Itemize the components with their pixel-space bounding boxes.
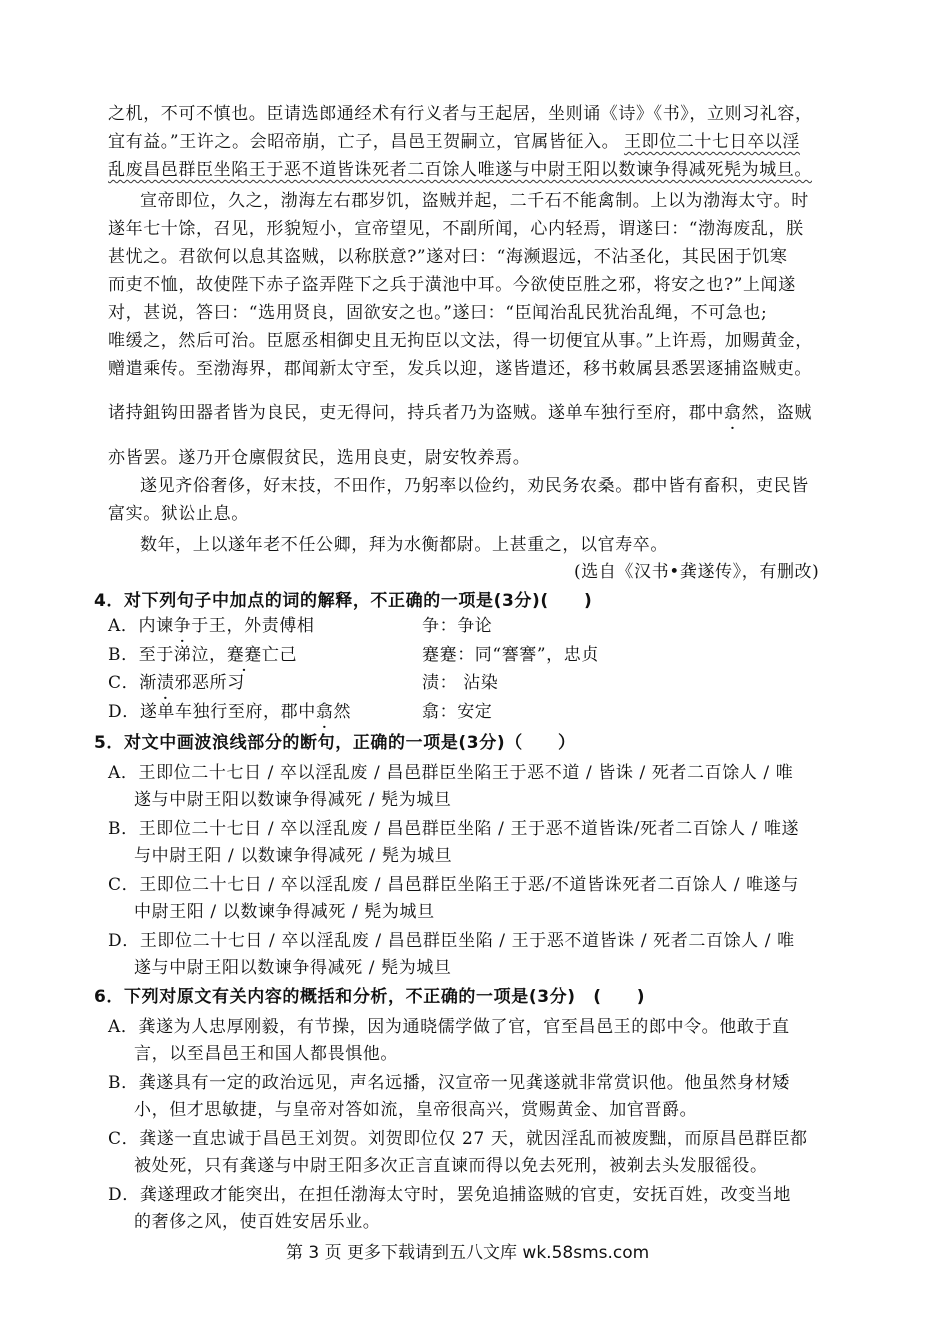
q5-option-a-cont: 遂与中尉王阳以数谏争得减死 / 髡为城旦 <box>134 790 452 810</box>
q5-option-a: A．王即位二十七日 / 卒以淫乱废 / 昌邑群臣坐陷王于恶不道 / 皆诛 / 死者二百馀人 / 唯 <box>108 763 794 783</box>
q5-option-d-cont: 遂与中尉王阳以数谏争得减死 / 髡为城旦 <box>134 958 452 978</box>
q5-option-c-cont: 中尉王阳 / 以数谏争得减死 / 髡为城旦 <box>134 902 435 922</box>
passage-line: 亦皆罢。遂乃开仓廪假贫民，选用良吏，尉安牧养焉。 <box>108 448 531 468</box>
q4-option-d-explanation: 翕：安定 <box>422 702 493 722</box>
q6-option-b: B．龚遂具有一定的政治远见，声名远播，汉宣帝一见龚遂就非常赏识他。他虽然身材矮 <box>108 1073 790 1093</box>
q5-option-d: D．王即位二十七日 / 卒以淫乱废 / 昌邑群臣坐陷 / 王于恶不道皆诛 / 死者二百馀人 / 唯 <box>108 931 795 951</box>
q4-option-c: C．渐渍邪恶所习 <box>108 673 245 693</box>
q5-option-b: B．王即位二十七日 / 卒以淫乱废 / 昌邑群臣坐陷 / 王于恶不道皆诛/死者二百馀人 / 唯遂 <box>108 819 800 839</box>
source-citation: (选自《汉书•龚遂传》，有删改) <box>574 562 820 582</box>
passage-line: 遂见齐俗奢侈，好末技，不田作，乃躬率以俭约，劝民务农桑。郡中皆有畜积，吏民皆 <box>140 476 809 496</box>
passage-line: 甚忧之。君欲何以息其盗贼，以称朕意?”遂对曰：“海濒遐远，不沾圣化，其民困于饥寒 <box>108 247 788 267</box>
passage-text: 然，盗贼 <box>741 403 813 423</box>
q6-option-c: C．龚遂一直忠诚于昌邑王刘贺。刘贺即位仅 27 天，就因淫乱而被废黜，而原昌邑群臣都 <box>108 1129 808 1149</box>
q6-option-d-cont: 的奢侈之风，使百姓安居乐业。 <box>134 1212 381 1232</box>
question-4-stem: 4．对下列句子中加点的词的解释，不正确的一项是(3分)( ) <box>94 591 593 611</box>
passage-wavy-line: 乱废昌邑群臣坐陷王于恶不道皆诛死者二百馀人唯遂与中尉王阳以数谏争得减死髡为城旦。 <box>108 160 812 180</box>
q5-option-c: C．王即位二十七日 / 卒以淫乱废 / 昌邑群臣坐陷王于恶/不道皆诛死者二百馀人 / 唯遂与 <box>108 875 799 895</box>
passage-line: 宜有益。”王许之。会昭帝崩，亡子，昌邑王贺嗣立，官属皆征入。 <box>108 132 620 152</box>
q6-option-a-cont: 言，以至昌邑王和国人都畏惧他。 <box>134 1044 398 1064</box>
q5-option-b-cont: 与中尉王阳 / 以数谏争得减死 / 髡为城旦 <box>134 846 453 866</box>
passage-line: 之机，不可不慎也。臣请选郎通经术有行义者与王起居，坐则诵《诗》《书》，立则习礼容， <box>108 104 813 124</box>
q4-option-d: D．遂单车独行至府，郡中翕然 <box>108 702 352 722</box>
passage-wavy-line: 王即位二十七日卒以淫 <box>624 132 800 152</box>
q6-option-a: A．龚遂为人忠厚刚毅，有节操，因为通晓儒学做了官，官至昌邑王的郎中令。他敢于直 <box>108 1017 790 1037</box>
q4-option-a: A．内谏争于王，外责傅相 <box>108 616 315 636</box>
q4-option-a-explanation: 争：争论 <box>422 616 493 636</box>
passage-line: 宣帝即位，久之，渤海左右郡岁饥，盗贼并起，二千石不能禽制。上以为渤海太守。时 <box>140 191 809 211</box>
dotted-char: 蹇蹇 <box>226 645 262 665</box>
question-5-stem: 5．对文中画波浪线部分的断句，正确的一项是(3分)（ ） <box>94 733 576 753</box>
page-footer: 第 3 页 更多下载请到五八文库 wk.58sms.com <box>286 1243 650 1263</box>
question-6-stem: 6．下列对原文有关内容的概括和分析，不正确的一项是(3分) ( ) <box>94 987 646 1007</box>
dotted-char: 渍 <box>156 673 175 693</box>
passage-line: 遂年七十馀，召见，形貌短小，宣帝望见，不副所闻，心内轻焉，谓遂曰：“渤海废乱，朕 <box>108 219 804 239</box>
passage-line: 赠遣乘传。至渤海界，郡闻新太守至，发兵以迎，遂皆遣还，移书敕属县悉罢逐捕盗贼吏。 <box>108 359 812 379</box>
passage-line: 富实。狱讼止息。 <box>108 504 249 524</box>
q6-option-d: D．龚遂理政才能突出，在担任渤海太守时，罢免追捕盗贼的官吏，安抚百姓，改变当地 <box>108 1185 792 1205</box>
passage-line: 对，甚说，答曰：“选用贤良，固欲安之也。”遂曰：“臣闻治乱民犹治乱绳，不可急也; <box>108 303 768 323</box>
q6-option-c-cont: 被处死，只有龚遂与中尉王阳多次正言直谏而得以免去死刑，被剃去头发服徭役。 <box>134 1156 768 1176</box>
dotted-char: 争 <box>173 616 192 636</box>
q6-option-b-cont: 小，但才思敏捷，与皇帝对答如流，皇帝很高兴，赏赐黄金、加官晋爵。 <box>134 1100 698 1120</box>
dotted-char: 翕 <box>315 702 334 722</box>
q4-option-b-explanation: 蹇蹇：同“謇謇”，忠贞 <box>422 645 599 665</box>
passage-line <box>108 401 812 425</box>
passage-line: 而吏不恤，故使陛下赤子盗弄陛下之兵于潢池中耳。今欲使臣胜之邪，将安之也?”上闻遂 <box>108 275 796 295</box>
dotted-char: 翕 <box>724 403 742 423</box>
passage-line: 数年，上以遂年老不任公卿，拜为水衡都尉。上甚重之，以官寿卒。 <box>140 535 668 555</box>
passage-line: 唯缓之，然后可治。臣愿丞相御史且无拘臣以文法，得一切便宜从事。”上许焉，加赐黄金， <box>108 331 813 351</box>
passage-text: 诸持鉏钩田器者皆为良民，吏无得问，持兵者乃为盗贼。遂单车独行至府，郡中 <box>108 403 724 423</box>
q4-option-c-explanation: 渍： 沾染 <box>422 673 499 693</box>
q4-option-b: B．至于涕泣，蹇蹇亡己 <box>108 645 298 665</box>
